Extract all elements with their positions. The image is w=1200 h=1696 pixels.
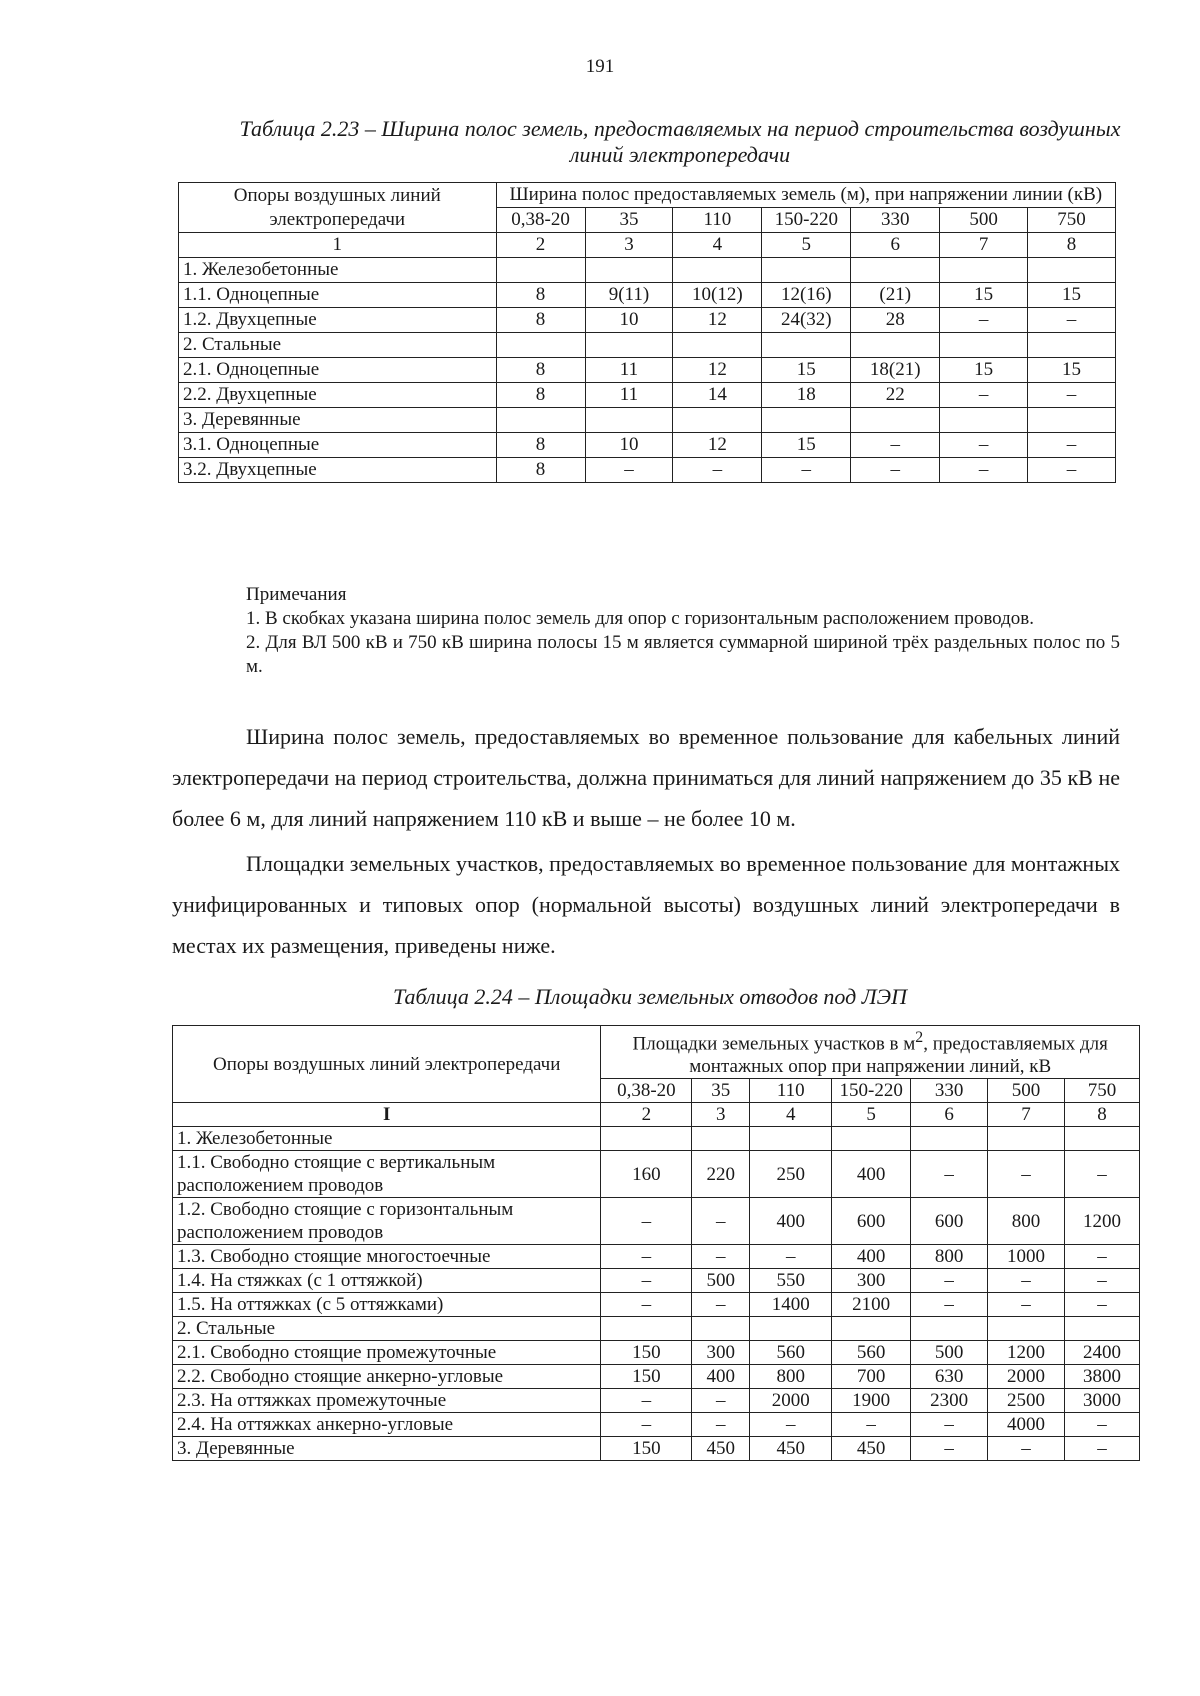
t1-cell: – (1028, 383, 1116, 408)
t1-cell (585, 333, 673, 358)
t1-cell (762, 258, 851, 283)
table2-number-row (173, 1103, 1140, 1127)
t2-cell: 1900 (832, 1389, 911, 1413)
t1-cell: 15 (762, 433, 851, 458)
table2-header-supports: Опоры воздушных линий электропередачи (173, 1026, 601, 1103)
t1-cell (940, 408, 1028, 433)
t1-colnum-cell: 2 (496, 233, 585, 258)
t1-cell: 15 (1028, 283, 1116, 308)
t2-cell: – (988, 1269, 1065, 1293)
t2-cell: 630 (911, 1365, 988, 1389)
t2-cell (692, 1127, 750, 1151)
t2-cell: – (1065, 1293, 1140, 1317)
t1-cell: 24(32) (762, 308, 851, 333)
t2-cell: 400 (832, 1245, 911, 1269)
t2-cell: 500 (692, 1269, 750, 1293)
t2-cell: – (692, 1389, 750, 1413)
t2-cell (911, 1127, 988, 1151)
t1-cell: 8 (496, 433, 585, 458)
t1-row-label: 1.2. Двухцепные (179, 308, 497, 333)
t2-row-label: 1.3. Свободно стоящие многостоечные (173, 1245, 601, 1269)
t1-voltage-cell: 110 (673, 208, 762, 233)
t2-row-label: 1. Железобетонные (173, 1127, 601, 1151)
t1-row-label: 2.1. Одноцепные (179, 358, 497, 383)
t1-cell (673, 408, 762, 433)
t2-cell (750, 1127, 832, 1151)
t2-cell: 150 (601, 1341, 692, 1365)
t1-row-label: 2.2. Двухцепные (179, 383, 497, 408)
t2-row (173, 1269, 1140, 1293)
t2-cell: – (601, 1269, 692, 1293)
table1-header-supports: Опоры воздушных линий электропередачи (179, 183, 497, 233)
t2-cell: – (692, 1198, 750, 1245)
t2-cell: 300 (692, 1341, 750, 1365)
t2-row-label: 1.5. На оттяжках (с 5 оттяжками) (173, 1293, 601, 1317)
t1-cell: 14 (673, 383, 762, 408)
t1-row (179, 458, 1116, 483)
t2-cell (911, 1317, 988, 1341)
t1-colnum-cell: 7 (940, 233, 1028, 258)
t2-cell (601, 1127, 692, 1151)
t2-cell: – (1065, 1437, 1140, 1461)
t1-cell: – (940, 433, 1028, 458)
t1-cell: 11 (585, 358, 673, 383)
t2-cell: – (692, 1293, 750, 1317)
t1-cell: – (673, 458, 762, 483)
t2-cell: – (911, 1413, 988, 1437)
t2-cell: – (1065, 1413, 1140, 1437)
t1-voltage-cell: 500 (940, 208, 1028, 233)
t1-colnum-cell: 5 (762, 233, 851, 258)
body-text (172, 716, 1120, 970)
notes-title: Примечания (246, 584, 347, 605)
table2-header-group (601, 1026, 1140, 1079)
t1-cell (1028, 333, 1116, 358)
t2-cell: 2100 (832, 1293, 911, 1317)
t2-cell (988, 1317, 1065, 1341)
t2-colnum-cell: 8 (1065, 1103, 1140, 1127)
t1-cell: 18 (762, 383, 851, 408)
t2-cell: 3000 (1065, 1389, 1140, 1413)
page-number: 191 (585, 56, 615, 77)
t2-cell: 550 (750, 1269, 832, 1293)
t2-cell: 220 (692, 1151, 750, 1198)
t2-cell: 560 (832, 1341, 911, 1365)
t1-cell: 8 (496, 308, 585, 333)
t2-cell (1065, 1317, 1140, 1341)
t1-cell (496, 408, 585, 433)
t2-cell: – (601, 1413, 692, 1437)
table1-body (179, 258, 1116, 483)
t1-cell: 8 (496, 458, 585, 483)
t1-voltage-cell: 150-220 (762, 208, 851, 233)
t1-cell (762, 408, 851, 433)
t2-cell (832, 1317, 911, 1341)
t2-cell: 450 (750, 1437, 832, 1461)
table2-header-group-suffix: , предоставляемых для монтажных опор при напряжении линий, кВ (689, 1033, 1108, 1078)
t2-colnum-cell: 4 (750, 1103, 832, 1127)
t2-cell: 500 (911, 1341, 988, 1365)
table2-body (173, 1127, 1140, 1461)
table2-header-group-prefix: Площадки земельных участков в м (632, 1033, 916, 1055)
t2-voltage-cell: 150-220 (832, 1079, 911, 1103)
t2-cell: 1200 (988, 1341, 1065, 1365)
t1-cell: 12(16) (762, 283, 851, 308)
t1-voltage-cell: 750 (1028, 208, 1116, 233)
t1-cell: 22 (851, 383, 940, 408)
t2-row-label: 1.2. Свободно стоящие с горизонтальным расположением проводов (173, 1198, 601, 1245)
table1 (178, 182, 1116, 483)
t1-row (179, 308, 1116, 333)
t2-cell: 150 (601, 1365, 692, 1389)
t2-voltage-cell: 0,38-20 (601, 1079, 692, 1103)
t2-cell: – (988, 1151, 1065, 1198)
t2-row (173, 1413, 1140, 1437)
t1-cell: 10 (585, 308, 673, 333)
t2-row-label: 2.1. Свободно стоящие промежуточные (173, 1341, 601, 1365)
t1-cell: (21) (851, 283, 940, 308)
t2-cell: 2000 (750, 1389, 832, 1413)
t2-colnum-cell: I (173, 1103, 601, 1127)
t1-row-label: 1. Железобетонные (179, 258, 497, 283)
t1-colnum-cell: 3 (585, 233, 673, 258)
t1-row-label: 3.2. Двухцепные (179, 458, 497, 483)
t2-cell: 700 (832, 1365, 911, 1389)
t2-row (173, 1198, 1140, 1245)
t1-row (179, 283, 1116, 308)
t1-cell (851, 333, 940, 358)
t2-row (173, 1437, 1140, 1461)
t1-cell (940, 258, 1028, 283)
notes (172, 583, 1120, 679)
t2-row-label: 2.2. Свободно стоящие анкерно-угловые (173, 1365, 601, 1389)
t1-cell: 9(11) (585, 283, 673, 308)
table2-header-group-sup: 2 (915, 1029, 924, 1046)
t2-cell: 4000 (988, 1413, 1065, 1437)
t1-cell: 12 (673, 433, 762, 458)
t2-row-label: 2. Стальные (173, 1317, 601, 1341)
t1-row-label: 3.1. Одноцепные (179, 433, 497, 458)
t2-cell (692, 1317, 750, 1341)
t1-cell: – (1028, 433, 1116, 458)
t2-cell: 600 (911, 1198, 988, 1245)
t1-row (179, 383, 1116, 408)
t2-row-label: 2.4. На оттяжках анкерно-угловые (173, 1413, 601, 1437)
t2-row (173, 1151, 1140, 1198)
t1-cell (585, 258, 673, 283)
t2-cell (1065, 1127, 1140, 1151)
t2-voltage-cell: 750 (1065, 1079, 1140, 1103)
t2-cell: – (601, 1198, 692, 1245)
t2-cell: 250 (750, 1151, 832, 1198)
t2-row (173, 1341, 1140, 1365)
t1-cell (1028, 408, 1116, 433)
t2-cell (750, 1317, 832, 1341)
t2-cell: – (692, 1413, 750, 1437)
paragraph-cable-lines: Ширина полос земель, предоставляемых во временное пользование для кабельных линий электропередачи на период строительства, должна приниматься для линий напряжением до 35 кВ не более 6 м, для линий напряжением 110 кВ и выше – не более 10 м. (172, 724, 1120, 831)
t1-cell: 11 (585, 383, 673, 408)
t1-cell: – (851, 458, 940, 483)
t1-row (179, 358, 1116, 383)
t2-voltage-cell: 500 (988, 1079, 1065, 1103)
t2-cell: – (1065, 1151, 1140, 1198)
t1-voltage-cell: 0,38-20 (496, 208, 585, 233)
t2-cell: 150 (601, 1437, 692, 1461)
t1-cell: 12 (673, 308, 762, 333)
t2-row-label: 1.4. На стяжках (с 1 оттяжкой) (173, 1269, 601, 1293)
t1-cell: 10(12) (673, 283, 762, 308)
note-2: 2. Для ВЛ 500 кВ и 750 кВ ширина полосы 15 м является суммарной шириной трёх раздельных полос по 5 м. (246, 632, 1120, 677)
t2-cell: – (911, 1293, 988, 1317)
t1-cell: 15 (762, 358, 851, 383)
t2-colnum-cell: 7 (988, 1103, 1065, 1127)
t2-cell: – (988, 1293, 1065, 1317)
t2-cell: 800 (750, 1365, 832, 1389)
t1-cell (1028, 258, 1116, 283)
t1-colnum-cell: 6 (851, 233, 940, 258)
t2-row-label: 1.1. Свободно стоящие с вертикальным расположением проводов (173, 1151, 601, 1198)
t2-cell (832, 1127, 911, 1151)
t2-cell: 160 (601, 1151, 692, 1198)
t1-cell: – (1028, 308, 1116, 333)
t2-cell: 800 (988, 1198, 1065, 1245)
t2-voltage-cell: 330 (911, 1079, 988, 1103)
t1-colnum-cell: 8 (1028, 233, 1116, 258)
t2-cell: – (1065, 1269, 1140, 1293)
t1-colnum-cell: 4 (673, 233, 762, 258)
t2-cell: – (750, 1245, 832, 1269)
t1-cell: 15 (1028, 358, 1116, 383)
t2-row (173, 1365, 1140, 1389)
t2-row (173, 1317, 1140, 1341)
t1-cell: – (940, 458, 1028, 483)
t2-cell: 560 (750, 1341, 832, 1365)
t1-cell: 8 (496, 358, 585, 383)
t2-cell (601, 1317, 692, 1341)
table1-header-group: Ширина полос предоставляемых земель (м), при напряжении линии (кВ) (496, 183, 1115, 208)
t1-cell (851, 258, 940, 283)
t2-voltage-cell: 110 (750, 1079, 832, 1103)
t2-cell: – (601, 1245, 692, 1269)
t2-cell: 1000 (988, 1245, 1065, 1269)
t1-cell: 15 (940, 283, 1028, 308)
t2-cell: 450 (832, 1437, 911, 1461)
paragraph-support-sites: Площадки земельных участков, предоставляемых во временное пользование для монтажных унифицированных и типовых опор (нормальной высоты) воздушных линий электропередачи в местах их размещения, приведены ниже. (172, 851, 1120, 958)
t2-colnum-cell: 6 (911, 1103, 988, 1127)
t1-cell: – (940, 308, 1028, 333)
t2-cell: 1200 (1065, 1198, 1140, 1245)
t1-cell: 12 (673, 358, 762, 383)
table2-header-row (173, 1026, 1140, 1079)
t2-cell: 600 (832, 1198, 911, 1245)
t1-row (179, 408, 1116, 433)
t2-cell: – (692, 1245, 750, 1269)
t2-cell: 2300 (911, 1389, 988, 1413)
t2-cell: 2400 (1065, 1341, 1140, 1365)
t2-cell: – (750, 1413, 832, 1437)
t1-colnum-cell: 1 (179, 233, 497, 258)
t1-cell: – (940, 383, 1028, 408)
t1-cell: 28 (851, 308, 940, 333)
t2-cell: – (911, 1151, 988, 1198)
t2-cell: 300 (832, 1269, 911, 1293)
t1-cell (496, 333, 585, 358)
t1-cell (762, 333, 851, 358)
t2-cell: – (988, 1437, 1065, 1461)
t1-cell (851, 408, 940, 433)
t2-cell: – (601, 1293, 692, 1317)
t2-cell: 400 (692, 1365, 750, 1389)
t2-row-label: 3. Деревянные (173, 1437, 601, 1461)
t2-row-label: 2.3. На оттяжках промежуточные (173, 1389, 601, 1413)
table1-number-row (179, 233, 1116, 258)
t2-colnum-cell: 5 (832, 1103, 911, 1127)
t2-cell: 1400 (750, 1293, 832, 1317)
t2-cell: 400 (832, 1151, 911, 1198)
note-1: 1. В скобках указана ширина полос земель для опор с горизонтальным расположением проводов. (246, 608, 1035, 629)
t1-row-label: 3. Деревянные (179, 408, 497, 433)
t1-cell: 10 (585, 433, 673, 458)
t1-row-label: 1.1. Одноцепные (179, 283, 497, 308)
t1-voltage-cell: 330 (851, 208, 940, 233)
t1-cell: 18(21) (851, 358, 940, 383)
t1-cell: 15 (940, 358, 1028, 383)
t2-cell: – (832, 1413, 911, 1437)
table2 (172, 1025, 1140, 1461)
t1-cell: – (585, 458, 673, 483)
t2-row (173, 1389, 1140, 1413)
t2-cell: – (911, 1437, 988, 1461)
t2-colnum-cell: 2 (601, 1103, 692, 1127)
t2-cell (988, 1127, 1065, 1151)
t1-cell (673, 258, 762, 283)
t1-cell (585, 408, 673, 433)
t2-row (173, 1245, 1140, 1269)
t1-cell: – (1028, 458, 1116, 483)
t2-cell: 450 (692, 1437, 750, 1461)
table1-caption: Таблица 2.23 – Ширина полос земель, предоставляемых на период строительства воздушных линий электропередачи (239, 116, 1121, 167)
t2-cell: – (911, 1269, 988, 1293)
t1-cell: – (851, 433, 940, 458)
t1-row (179, 258, 1116, 283)
t2-colnum-cell: 3 (692, 1103, 750, 1127)
t1-voltage-cell: 35 (585, 208, 673, 233)
t2-cell: 2000 (988, 1365, 1065, 1389)
t2-cell: – (601, 1389, 692, 1413)
t2-row (173, 1293, 1140, 1317)
t1-cell (940, 333, 1028, 358)
t1-row-label: 2. Стальные (179, 333, 497, 358)
t2-cell: 2500 (988, 1389, 1065, 1413)
t1-cell (496, 258, 585, 283)
t1-row (179, 333, 1116, 358)
t1-cell: 8 (496, 283, 585, 308)
table1-header-row (179, 183, 1116, 208)
t1-cell (673, 333, 762, 358)
t1-cell: 8 (496, 383, 585, 408)
t2-cell: – (1065, 1245, 1140, 1269)
t1-row (179, 433, 1116, 458)
t2-row (173, 1127, 1140, 1151)
t2-cell: 3800 (1065, 1365, 1140, 1389)
table2-caption: Таблица 2.24 – Площадки земельных отводов под ЛЭП (393, 984, 907, 1009)
t2-voltage-cell: 35 (692, 1079, 750, 1103)
t2-cell: 800 (911, 1245, 988, 1269)
t1-cell: – (762, 458, 851, 483)
t2-cell: 400 (750, 1198, 832, 1245)
